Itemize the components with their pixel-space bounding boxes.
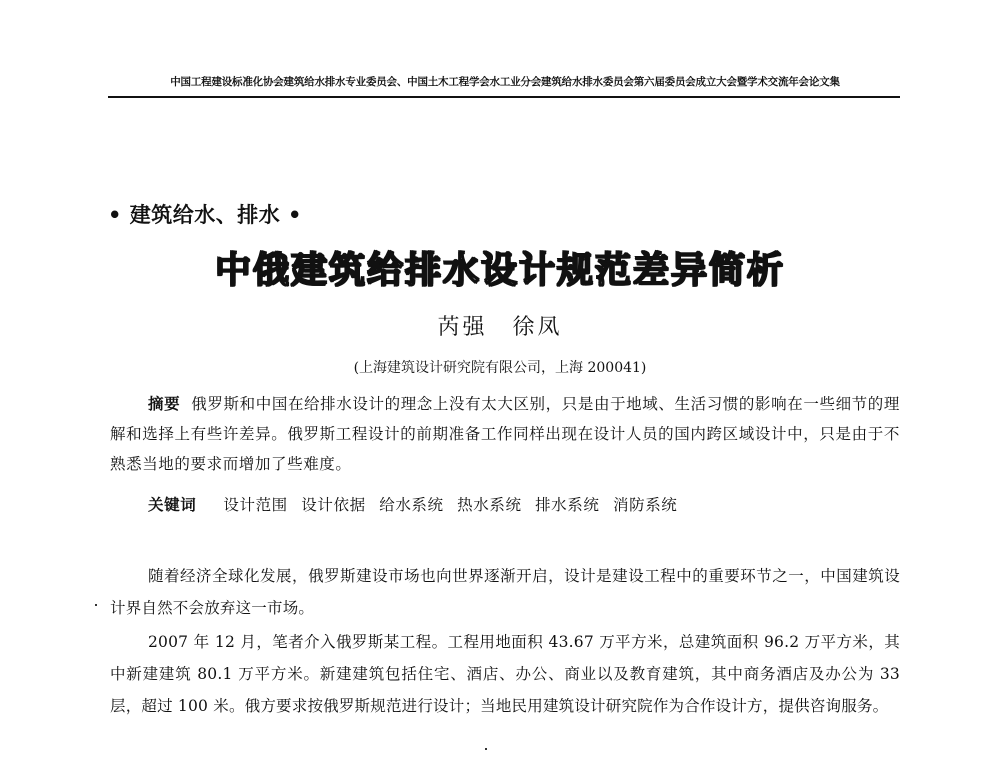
body-paragraph-2: 2007 年 12 月，笔者介入俄罗斯某工程。工程用地面积 43.67 万平方米，总建筑面积 96.2 万平方米，其中新建建筑 80.1 万平方米。新建建筑包括住宅、酒店、办公、商业以及教育建筑，其中商务酒店及办公为 33 层，超过 100 米。俄方要求按俄罗斯规范进行设计；当地民用建筑设计研究院作为合作设计方，提供咨询服务。 (110, 633, 900, 715)
affiliation: (上海建筑设计研究院有限公司，上海 200041) (353, 360, 647, 376)
keywords-text: 设计范围 设计依据 给水系统 热水系统 排水系统 消防系统 (223, 496, 678, 514)
running-header: 中国工程建设标准化协会建筑给水排水专业委员会、中国土木工程学会水工业分会建筑给水排水委员会第六届委员会成立大会暨学术交流年会论文集 (170, 76, 840, 88)
header-rule (108, 96, 900, 98)
keywords-label: 关键词 (148, 496, 197, 514)
section-label: • 建筑给水、排水 • (108, 203, 302, 227)
keywords (148, 493, 677, 515)
abstract (110, 389, 900, 479)
scan-speck (95, 604, 97, 606)
abstract-text: 俄罗斯和中国在给排水设计的理念上没有太大区别，只是由于地域、生活习惯的影响在一些细节的理解和选择上有些许差异。俄罗斯工程设计的前期准备工作同样出现在设计人员的国内跨区域设计中，只是由于不熟悉当地的要求而增加了些难度。 (110, 395, 901, 473)
body-paragraph-1: 随着经济全球化发展，俄罗斯建设市场也向世界逐渐开启，设计是建设工程中的重要环节之一，中国建筑设计界自然不会放弃这一市场。 (110, 567, 900, 617)
authors: 芮强 徐凤 (437, 315, 563, 340)
paper-title: 中俄建筑给排水设计规范差异简析 (214, 250, 785, 291)
abstract-label: 摘要 (148, 395, 181, 413)
scan-speck (485, 748, 487, 750)
